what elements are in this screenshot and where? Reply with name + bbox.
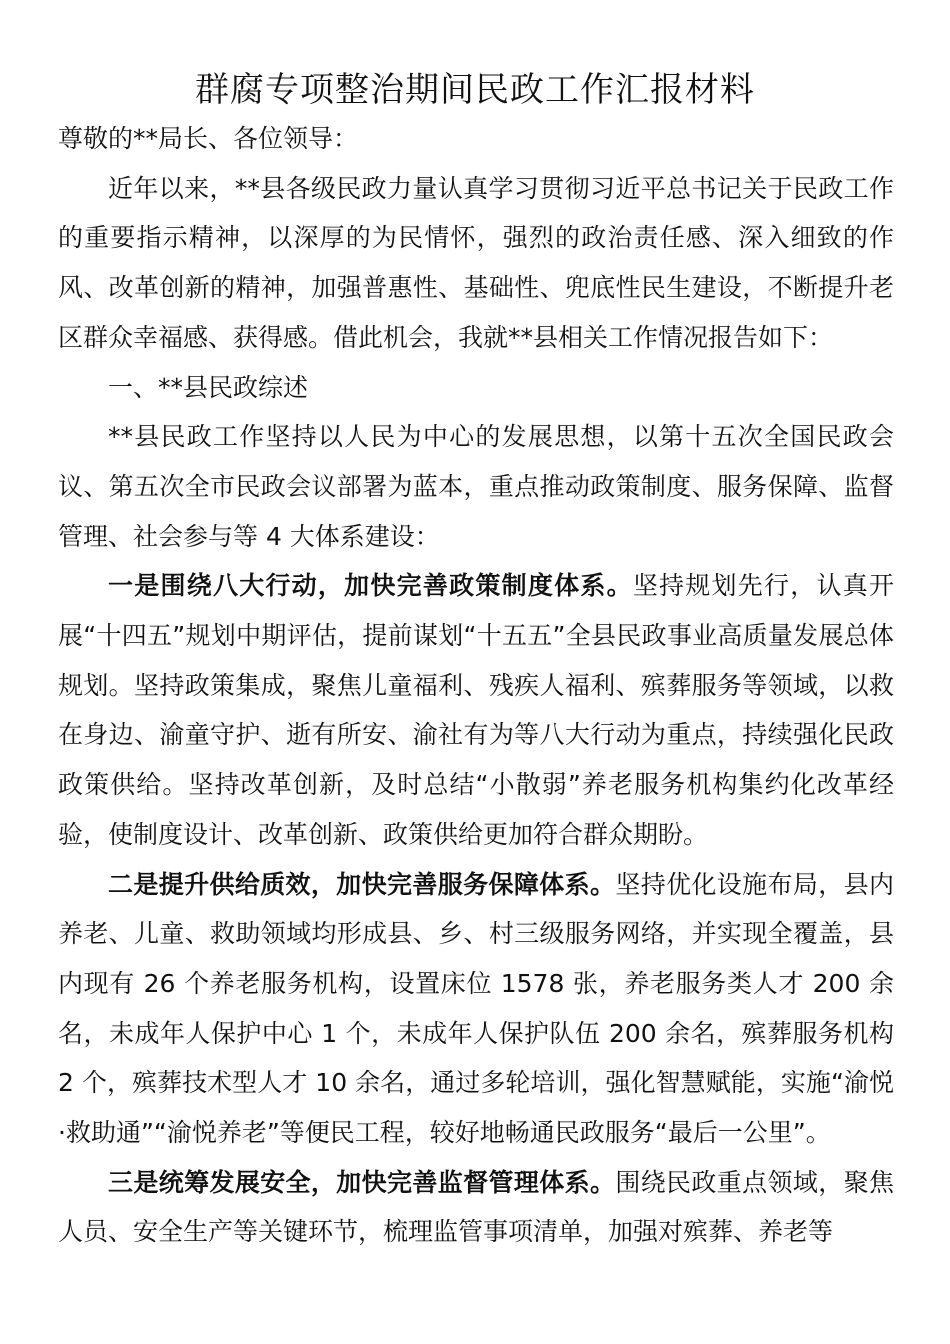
salutation: 尊敬的**局长、各位领导： [58,124,359,153]
point-lead-3: 三是统筹发展安全，加快完善监督管理体系。 [108,1167,616,1197]
point-text-2: 坚持优化设施布局，县内养老、儿童、救助领域均形成县、乡、村三级服务网络，并实现全覆盖，县内现有 26 个养老服务机构，设置床位 1578 张，养老服务类人才 200 余名，未成年人保护中心 1 个，未成年人保护队伍 200 余名，殡葬服务机构 2 个，殡葬技术型人才 10 余名，通过多轮培训，强化智慧赋能，实施“渝悦·救助通”“渝悦养老”等便民工程，较好地畅通民政服务“最后一公里”。 [58,869,894,1148]
point-paragraph-1 [58,561,894,859]
point-text-1: 坚持规划先行，认真开展“十四五”规划中期评估，提前谋划“十五五”全县民政事业高质量发展总体规划。坚持政策集成，聚焦儿童福利、残疾人福利、殡葬服务等领域，以救在身边、渝童守护、逝有所安、渝社有为等八大行动为重点，持续强化民政政策供给。坚持改革创新，及时总结“小散弱”养老服务机构集约化改革经验，使制度设计、改革创新、政策供给更加符合群众期盼。 [58,571,894,849]
point-paragraph-2 [58,860,894,1158]
document-title: 群腐专项整治期间民政工作汇报材料 [195,70,755,110]
point-paragraph-3 [58,1158,894,1257]
point-lead-1: 一是围绕八大行动，加快完善政策制度体系。 [108,571,633,601]
point-lead-2: 二是提升供给质效，加快完善服务保障体系。 [108,869,616,899]
overview-paragraph: **县民政工作坚持以人民为中心的发展思想，以第十五次全国民政会议、第五次全市民政会议部署为蓝本，重点推动政策制度、服务保障、监督管理、社会参与等 4 大体系建设： [58,422,894,551]
intro-paragraph: 近年以来，**县各级民政力量认真学习贯彻习近平总书记关于民政工作的重要指示精神，以深厚的为民情怀，强烈的政治责任感、深入细致的作风、改革创新的精神，加强普惠性、基础性、兜底性民生建设，不断提升老区群众幸福感、获得感。借此机会，我就**县相关工作情况报告如下： [58,173,894,352]
point-text-3: 围绕民政重点领域，聚焦人员、安全生产等关键环节，梳理监管事项清单，加强对殡葬、养老等 [58,1167,894,1247]
section-heading: 一、**县民政综述 [108,372,309,402]
document-body [58,114,894,1257]
